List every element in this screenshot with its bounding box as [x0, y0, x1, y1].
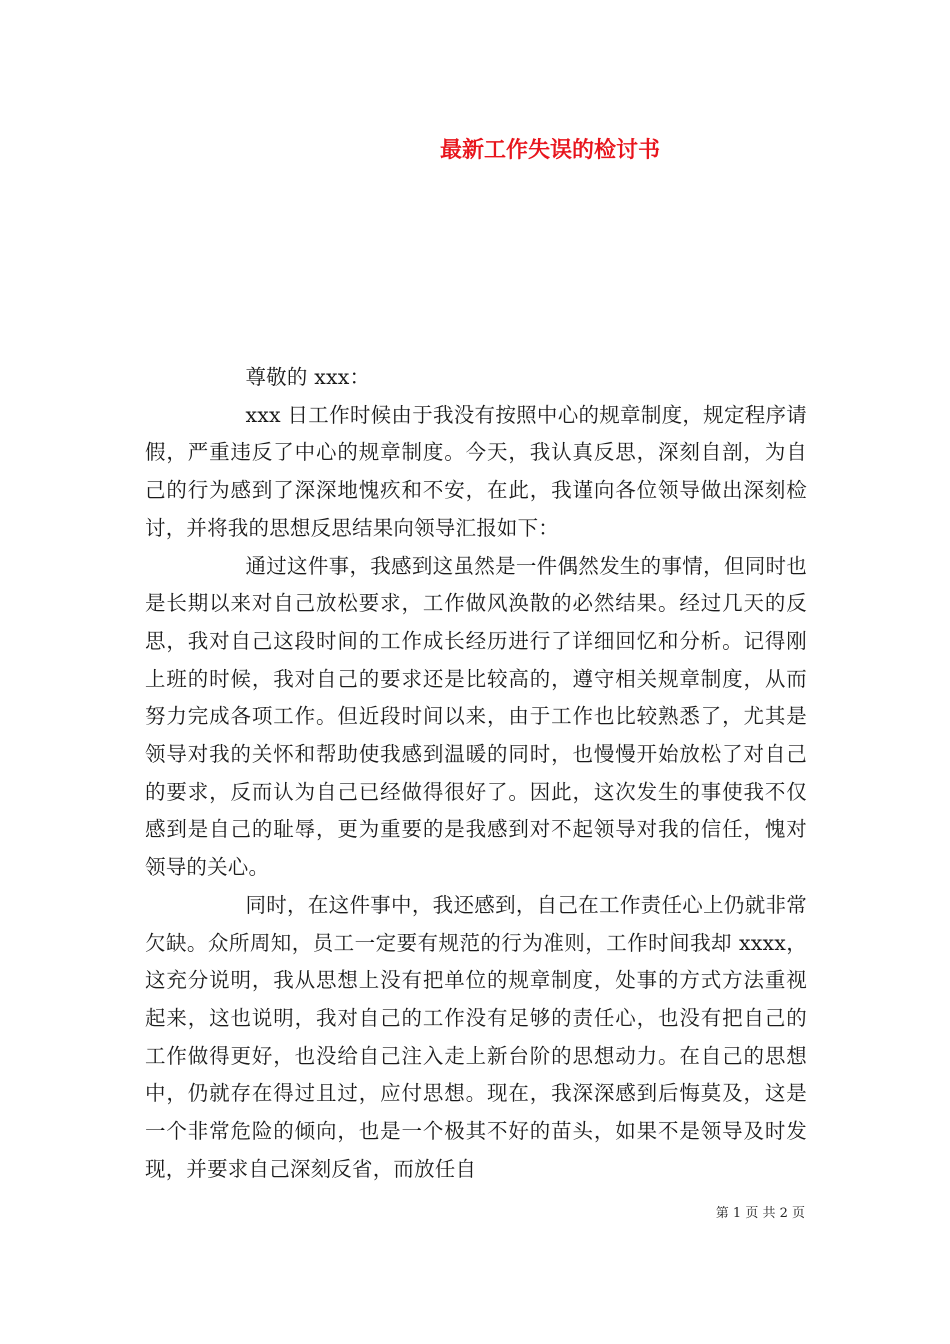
paragraph-2: 通过这件事，我感到这虽然是一件偶然发生的事情，但同时也是长期以来对自己放松要求，工作做风涣散的必然结果。经过几天的反思，我对自己这段时间的工作成长经历进行了详细回忆和分析。记得刚上班的时候，我对自己的要求还是比较高的，遵守相关规章制度，从而努力完成各项工作。但近段时间以来，由于工作也比较熟悉了，尤其是领导对我的关怀和帮助使我感到温暖的同时，也慢慢开始放松了对自己的要求，反而认为自己已经做得很好了。因此，这次发生的事使我不仅感到是自己的耻辱，更为重要的是我感到对不起领导对我的信任，愧对领导的关心。 [145, 553, 807, 880]
salutation: 尊敬的 xxx： [245, 365, 371, 389]
paragraph-3: 同时，在这件事中，我还感到，自己在工作责任心上仍就非常欠缺。众所周知，员工一定要有规范的行为准则，工作时间我却 xxxx，这充分说明，我从思想上没有把单位的规章制度，处事的方式方法重视起来，这也说明，我对自己的工作没有足够的责任心，也没有把自己的工作做得更好，也没给自己注入走上新台阶的思想动力。在自己的思想中，仍就存在得过且过，应付思想。现在，我深深感到后悔莫及，这是一个非常危险的倾向，也是一个极其不好的苗头，如果不是领导及时发现，并要求自己深刻反省，而放任自 [145, 892, 807, 1181]
paragraph-1: xxx 日工作时候由于我没有按照中心的规章制度，规定程序请假，严重违反了中心的规章制度。今天，我认真反思，深刻自剖，为自己的行为感到了深深地愧疚和不安，在此，我谨向各位领导做出深刻检讨，并将我的思想反思结果向领导汇报如下： [145, 402, 807, 540]
document-title: 最新工作失误的检讨书 [439, 137, 660, 163]
page-number: 第 1 页 共 2 页 [715, 1206, 805, 1221]
document-body [145, 359, 807, 1188]
